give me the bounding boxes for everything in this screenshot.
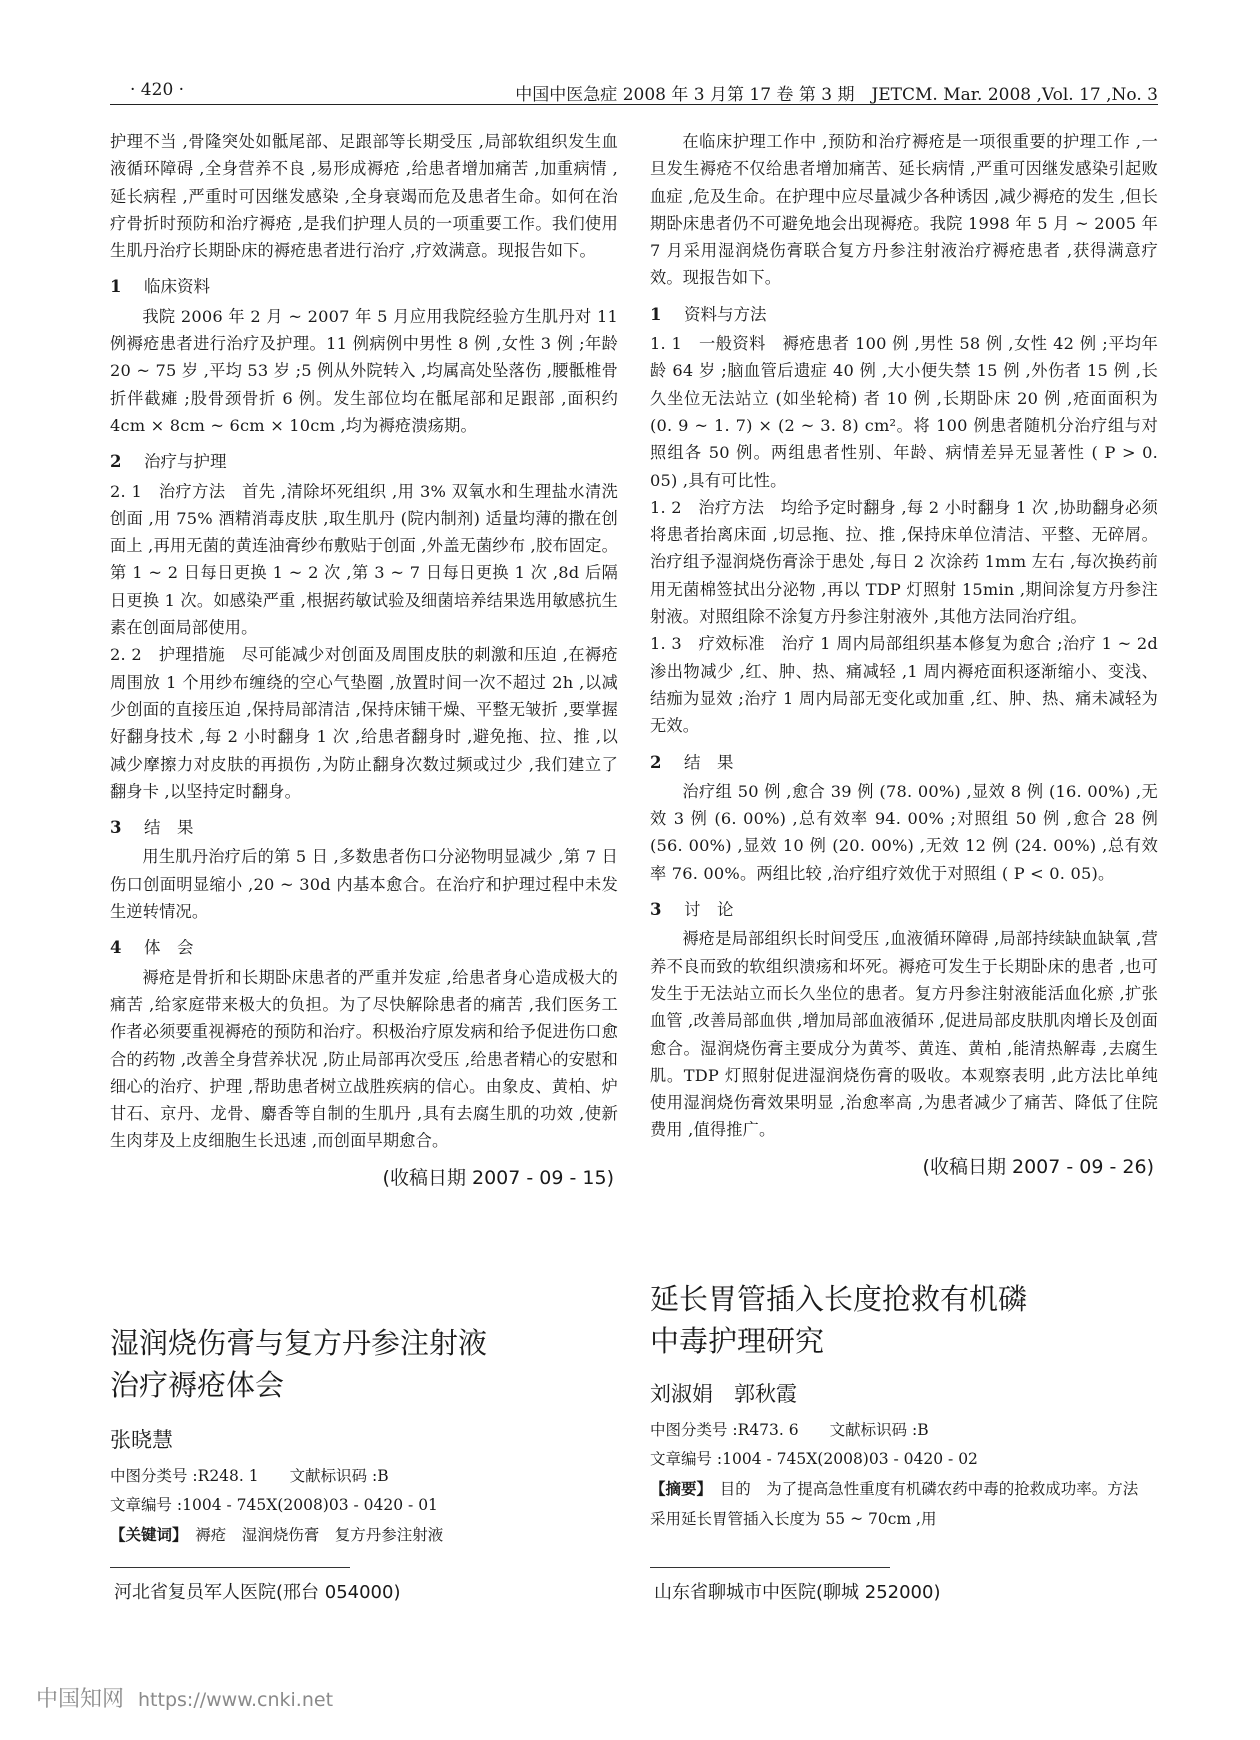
right-section-1-1: 1. 1 一般资料 褥疮患者 100 例 ,男性 58 例 ,女性 42 例 ;平均年龄 64 岁 ;脑血管后遗症 40 例 ,大小便失禁 15 例 ,外伤者 15 例 ,长久坐位无法站立 (如坐轮椅) 者 10 例 ,长期卧床 20 例 ,疮面面积为 (0. 9 ~ 1. 7) × (2 ~ 3. 8) cm²。将 100 例患者随机分治疗组与对照组各 50 例。两组患者性别、年龄、病情差异无显著性 ( P > 0. 05) ,具有可比性。: [650, 334, 1158, 490]
watermark-brand: 中国知网: [36, 1687, 125, 1712]
cnki-watermark: [36, 1682, 333, 1713]
right-section-2-heading: 2 结 果: [650, 752, 734, 772]
right-affiliation: 山东省聊城市中医院(聊城 252000): [654, 1582, 941, 1603]
right-article-clc: 中图分类号 :R473. 6 文献标识码 :B: [650, 1421, 929, 1439]
left-intro: 护理不当 ,骨隆突处如骶尾部、足跟部等长期受压 ,局部软组织发生血液循环障碍 ,全身营养不良 ,易形成褥疮 ,给患者增加痛苦 ,加重病情 ,延长病程 ,严重时可因继发感染 ,全身衰竭而危及患者生命。如何在治疗骨折时预防和治疗褥疮 ,是我们护理人员的一项重要工作。我们使用生肌丹治疗长期卧床的褥疮患者进行治疗 ,疗效满意。现报告如下。: [110, 132, 618, 261]
running-header: [110, 78, 1158, 105]
left-article-keywords: 【关键词】 褥疮 湿润烧伤膏 复方丹参注射液: [110, 1525, 444, 1544]
right-article-title-line1: 延长胃管插入长度抢救有机磷: [650, 1282, 1028, 1316]
journal-info: 中国中医急症 2008 年 3 月第 17 卷 第 3 期 JETCM. Mar. 2008 ,Vol. 17 ,No. 3: [515, 85, 1158, 105]
left-section-3-heading: 3 结 果: [110, 818, 194, 838]
right-column: [650, 128, 1158, 1179]
left-article-block: [110, 1322, 618, 1550]
left-section-2-heading: 2 治疗与护理: [110, 452, 227, 472]
left-section-1-heading: 1 临床资料: [110, 277, 210, 297]
left-section-4-text: 褥疮是骨折和长期卧床患者的严重并发症 ,给患者身心造成极大的痛苦 ,给家庭带来极大的负担。为了尽快解除患者的痛苦 ,我们医务工作者必须要重视褥疮的预防和治疗。积极治疗原发病和给予促进伤口愈合的药物 ,改善全身营养状况 ,防止局部再次受压 ,给患者精心的安慰和细心的治疗、护理 ,帮助患者树立战胜疾病的信心。由象皮、黄柏、炉甘石、京丹、龙骨、麝香等自制的生肌丹 ,具有去腐生肌的功效 ,使新生肉芽及上皮细胞生长迅速 ,而创面早期愈合。: [110, 967, 619, 1151]
right-section-2-text: 治疗组 50 例 ,愈合 39 例 (78. 00%) ,显效 8 例 (16. 00%) ,无效 3 例 (6. 00%) ,总有效率 94. 00% ;对照组 50 例 ,愈合 28 例 (56. 00%) ,显效 10 例 (20. 00%) ,无效 12 例 (24. 00%) ,总有效率 76. 00%。两组比较 ,治疗组疗效优于对照组 ( P < 0. 05)。: [650, 781, 1158, 883]
right-section-1-2: 1. 2 治疗方法 均给予定时翻身 ,每 2 小时翻身 1 次 ,协助翻身必须将患者抬离床面 ,切忌拖、拉、推 ,保持床单位清洁、平整、无碎屑。治疗组予湿润烧伤膏涂于患处 ,每日 2 次涂药 1mm 左右 ,每次换药前用无菌棉签拭出分泌物 ,再以 TDP 灯照射 15min ,期间涂复方丹参注射液。对照组除不涂复方丹参注射液外 ,其他方法同治疗组。: [650, 497, 1159, 627]
left-section-1-text: 我院 2006 年 2 月 ~ 2007 年 5 月应用我院经验方生肌丹对 11 例褥疮患者进行治疗及护理。11 例病例中男性 8 例 ,女性 3 例 ;年龄 20 ~ 75 岁 ,平均 53 岁 ;5 例从外院转入 ,均属高处坠落伤 ,腰骶椎骨折伴截瘫 ;股骨颈骨折 6 例。发生部位均在骶尾部和足跟部 ,面积约 4cm × 8cm ~ 6cm × 10cm ,均为褥疮溃疡期。: [110, 306, 618, 435]
left-received-date: (收稿日期 2007 - 09 - 15): [382, 1166, 614, 1189]
left-article-title-line2: 治疗褥疮体会: [110, 1368, 285, 1402]
right-article-title-line2: 中毒护理研究: [650, 1324, 825, 1358]
left-affiliation-rule: [110, 1567, 350, 1568]
left-article-number: 文章编号 :1004 - 745X(2008)03 - 0420 - 01: [110, 1496, 438, 1514]
left-section-4-heading: 4 体 会: [110, 938, 194, 958]
page-number: · 420 ·: [130, 80, 185, 100]
left-section-2-2: 2. 2 护理措施 尽可能减少对创面及周围皮肤的刺激和压迫 ,在褥疮周围放 1 个用纱布缠绕的空心气垫圈 ,放置时间一次不超过 2h ,以减少创面的直接压迫 ,保持局部清洁 ,保持床铺干燥、平整无皱折 ,要掌握好翻身技术 ,每 2 小时翻身 1 次 ,给患者翻身时 ,避免拖、拉、推 ,以减少摩擦力对皮肤的再损伤 ,为防止翻身次数过频或过少 ,我们建立了翻身卡 ,以坚持定时翻身。: [110, 645, 618, 801]
left-article-author: 张晓慧: [110, 1428, 173, 1452]
right-article-number: 文章编号 :1004 - 745X(2008)03 - 0420 - 02: [650, 1450, 978, 1468]
left-section-2-1: 2. 1 治疗方法 首先 ,清除坏死组织 ,用 3% 双氧水和生理盐水清洗创面 ,用 75% 酒精消毒皮肤 ,取生肌丹 (院内制剂) 适量均薄的撒在创面上 ,再用无菌的黄连油膏纱布敷贴于创面 ,外盖无菌纱布 ,胶布固定。第 1 ~ 2 日每日更换 1 ~ 2 次 ,第 3 ~ 7 日每日更换 1 次 ,8d 后隔日更换 1 次。如感染严重 ,根据药敏试验及细菌培养结果选用敏感抗生素在创面局部使用。: [110, 481, 618, 638]
right-article-abstract: 【摘要】 目的 为了提高急性重度有机磷农药中毒的抢救成功率。方法 采用延长胃管插入长度为 55 ~ 70cm ,用: [650, 1479, 1154, 1528]
right-affiliation-rule: [650, 1567, 890, 1568]
right-section-1-heading: 1 资料与方法: [650, 304, 767, 324]
right-section-3-text: 褥疮是局部组织长时间受压 ,血液循环障碍 ,局部持续缺血缺氧 ,营养不良而致的软组织溃疡和坏死。褥疮可发生于长期卧床的患者 ,也可发生于无法站立而长久坐位的患者。复方丹参注射液能活血化瘀 ,扩张血管 ,改善局部血供 ,增加局部血液循环 ,促进局部皮肤肌肉增长及创面愈合。湿润烧伤膏主要成分为黄芩、黄连、黄柏 ,能清热解毒 ,去腐生肌。TDP 灯照射促进湿润烧伤膏的吸收。本观察表明 ,此方法比单纯使用湿润烧伤膏效果明显 ,治愈率高 ,为患者减少了痛苦、降低了住院费用 ,值得推广。: [650, 929, 1158, 1140]
right-article-authors: 刘淑娟 郭秋霞: [650, 1382, 797, 1406]
left-article-clc: 中图分类号 :R248. 1 文献标识码 :B: [110, 1467, 389, 1485]
right-section-3-heading: 3 讨 论: [650, 900, 734, 920]
left-affiliation: 河北省复员军人医院(邢台 054000): [114, 1582, 401, 1603]
right-received-date: (收稿日期 2007 - 09 - 26): [922, 1155, 1154, 1178]
left-section-3-text: 用生肌丹治疗后的第 5 日 ,多数患者伤口分泌物明显减少 ,第 7 日伤口创面明显缩小 ,20 ~ 30d 内基本愈合。在治疗和护理过程中未发生逆转情况。: [110, 847, 618, 922]
watermark-url: https://www.cnki.net: [138, 1689, 334, 1711]
right-section-1-3: 1. 3 疗效标准 治疗 1 周内局部组织基本修复为愈合 ;治疗 1 ~ 2d 渗出物减少 ,红、肿、热、痛减轻 ,1 周内褥疮面积逐渐缩小、变浅、结痂为显效 ;治疗 1 周内局部无变化或加重 ,红、肿、热、痛未减轻为无效。: [650, 634, 1158, 736]
right-article-block: [650, 1278, 1158, 1534]
right-intro: 在临床护理工作中 ,预防和治疗褥疮是一项很重要的护理工作 ,一旦发生褥疮不仅给患者增加痛苦、延长病情 ,严重可因继发感染引起败血症 ,危及生命。在护理中应尽量减少各种诱因 ,减少褥疮的发生 ,但长期卧床患者仍不可避免地会出现褥疮。我院 1998 年 5 月 ~ 2005 年 7 月采用湿润烧伤膏联合复方丹参注射液治疗褥疮患者 ,获得满意疗效。现报告如下。: [650, 132, 1158, 288]
left-article-title-line1: 湿润烧伤膏与复方丹参注射液: [110, 1326, 488, 1360]
left-column: [110, 128, 618, 1190]
